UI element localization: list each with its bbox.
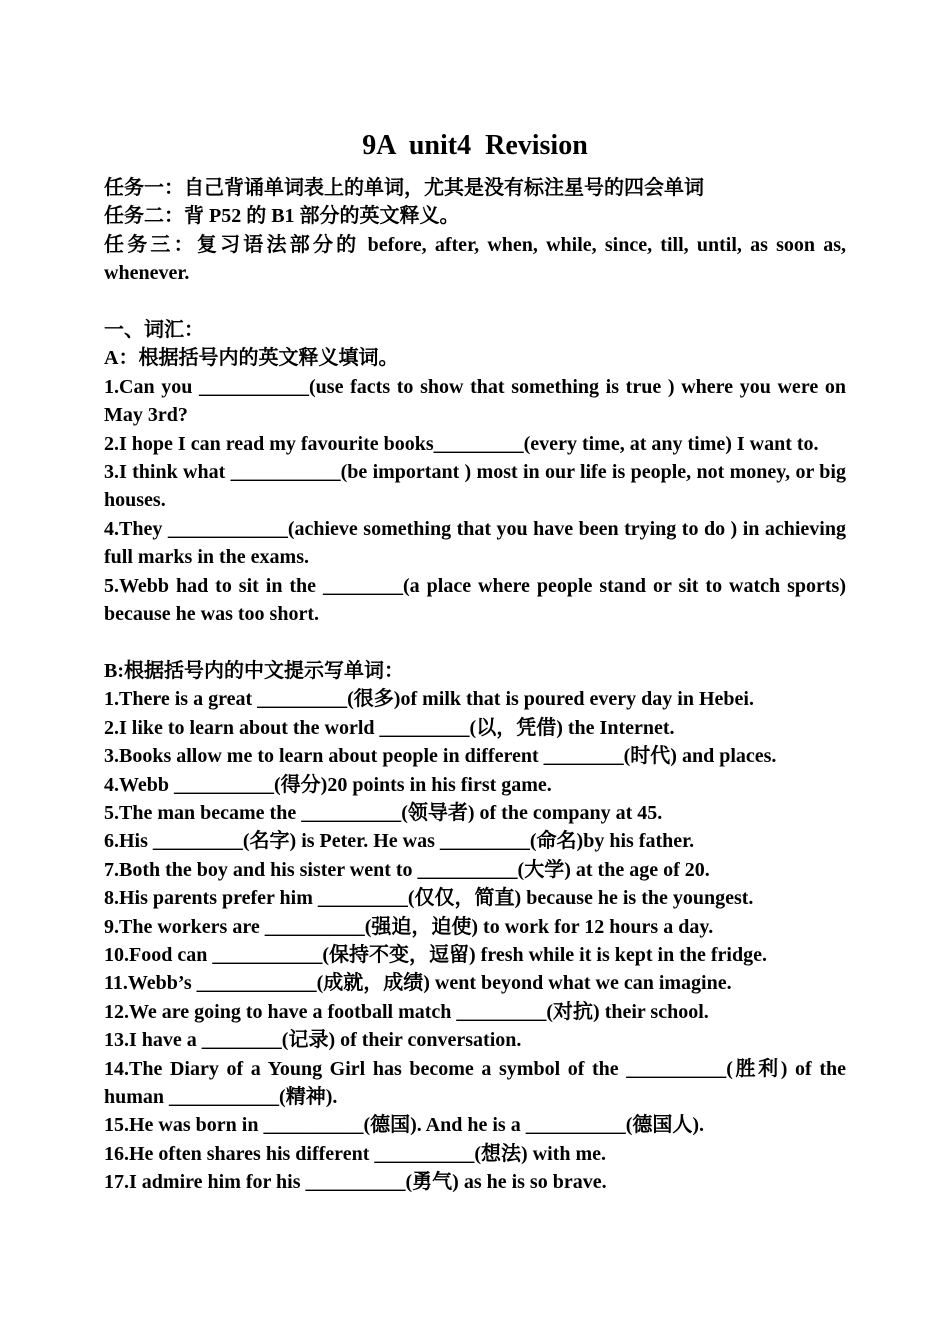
part-b-item-11: 11.Webb’s ____________(成就，成绩) went beyond what we can imagine. <box>104 972 732 995</box>
task-3: 任务三：复习语法部分的 before, after, when, while, since, till, until, as soon as, whenever. <box>104 233 846 285</box>
worksheet-page <box>104 126 846 1197</box>
part-b-item-2: 2.I like to learn about the world _________(以，凭借) the Internet. <box>104 716 675 739</box>
part-b-item-12: 12.We are going to have a football match _________(对抗) their school. <box>104 1000 709 1023</box>
part-a-item-1: 1.Can you ___________(use facts to show that something is true ) where you were on May 3rd? <box>104 375 846 427</box>
part-b-item-5: 5.The man became the __________(领导者) of the company at 45. <box>104 801 663 824</box>
part-b-item-4: 4.Webb __________(得分)20 points in his first game. <box>104 773 552 796</box>
part-b-item-1: 1.There is a great _________(很多)of milk that is poured every day in Hebei. <box>104 688 754 711</box>
part-b-heading: B:根据括号内的中文提示写单词： <box>104 659 404 682</box>
spacer <box>104 288 846 316</box>
part-b-item-14: 14.The Diary of a Young Girl has become a symbol of the __________(胜利) of the human ___________(精神). <box>104 1057 846 1108</box>
part-a-item-3: 3.I think what ___________(be important ) most in our life is people, not money, or big houses. <box>104 461 846 512</box>
part-a-item-5: 5.Webb had to sit in the ________(a place where people stand or sit to watch sports) because he was too short. <box>104 574 846 626</box>
part-a-heading: A：根据括号内的英文释义填词。 <box>104 347 399 370</box>
part-a-item-2: 2.I hope I can read my favourite books_________(every time, at any time) I want to. <box>104 432 819 455</box>
part-b-item-13: 13.I have a ________(记录) of their conversation. <box>104 1029 522 1052</box>
part-b-item-8: 8.His parents prefer him _________(仅仅，简直) because he is the youngest. <box>104 887 754 910</box>
task-1: 任务一：自己背诵单词表上的单词，尤其是没有标注星号的四会单词 <box>104 177 704 199</box>
part-b-item-10: 10.Food can ___________(保持不变，逗留) fresh while it is kept in the fridge. <box>104 943 767 966</box>
section-heading: 一、词汇： <box>104 319 204 342</box>
task-2: 任务二：背 P52 的 B1 部分的英文释义。 <box>104 205 460 228</box>
part-a-item-4: 4.They ____________(achieve something that you have been trying to do ) in achieving full marks in the exams. <box>104 517 846 569</box>
part-b-item-6: 6.His _________(名字) is Peter. He was _________(命名)by his father. <box>104 830 695 853</box>
part-b-item-16: 16.He often shares his different __________(想法) with me. <box>104 1142 606 1165</box>
page-title: 9A unit4 Revision <box>362 130 588 161</box>
part-b-item-17: 17.I admire him for his __________(勇气) as he is so brave. <box>104 1171 607 1194</box>
part-b-item-7: 7.Both the boy and his sister went to __________(大学) at the age of 20. <box>104 858 710 881</box>
part-b-item-9: 9.The workers are __________(强迫，迫使) to work for 12 hours a day. <box>104 915 714 938</box>
part-b-item-3: 3.Books allow me to learn about people in different ________(时代) and places. <box>104 745 777 768</box>
spacer <box>104 628 846 656</box>
part-b-item-15: 15.He was born in __________(德国). And he is a __________(德国人). <box>104 1114 705 1137</box>
